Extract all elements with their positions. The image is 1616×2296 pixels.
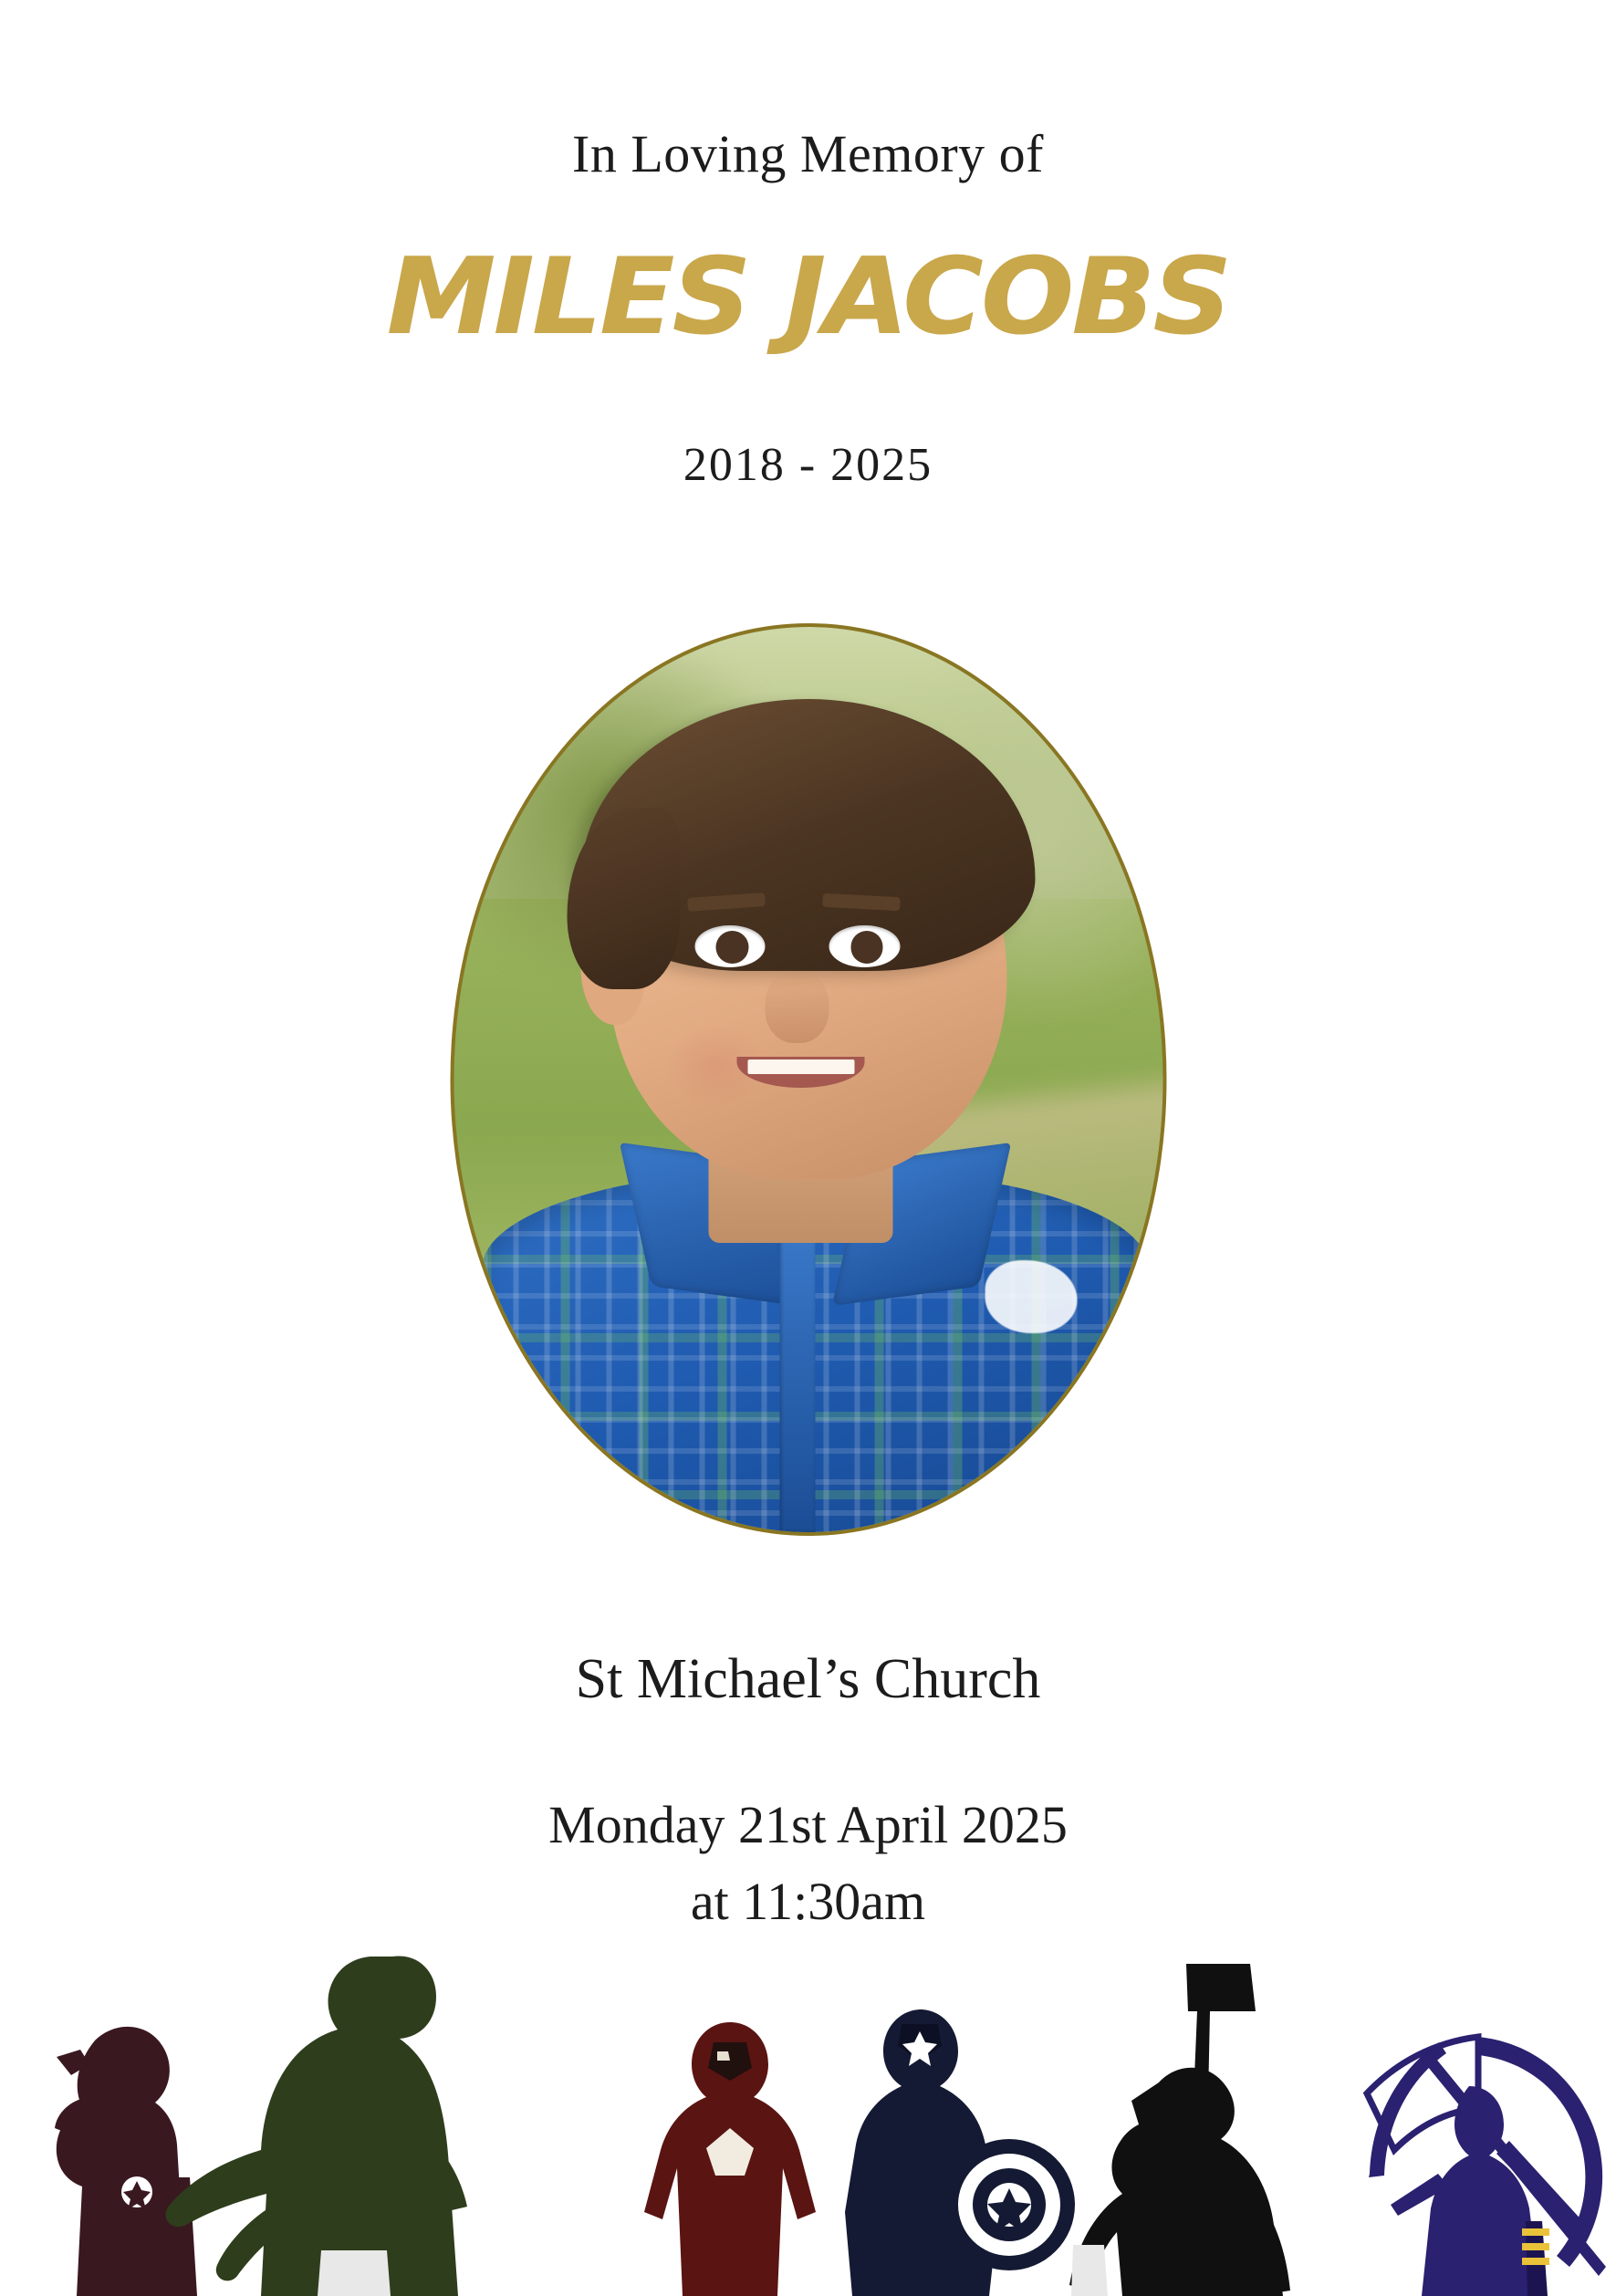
iron-man-silhouette	[644, 2022, 816, 2296]
hulk-silhouette	[165, 1956, 467, 2296]
venue-name: St Michael’s Church	[575, 1648, 1041, 1710]
hair-side	[567, 808, 680, 988]
captain-america-silhouette	[845, 2009, 1075, 2296]
service-time: at 11:30am	[690, 1872, 926, 1931]
pupil-right	[850, 931, 883, 964]
service-date: Monday 21st April 2025	[548, 1795, 1068, 1854]
portrait-photo	[454, 627, 1162, 1532]
pupil-left	[715, 931, 748, 964]
portrait-photo-frame	[450, 623, 1166, 1536]
in-loving-memory-line: In Loving Memory of	[572, 124, 1044, 183]
boy-figure	[454, 627, 1162, 1532]
deceased-name: MILES JACOBS	[386, 235, 1230, 359]
superhero-silhouettes-footer	[0, 1904, 1616, 2296]
hawkeye-silhouette	[1367, 2037, 1606, 2296]
nose	[766, 971, 829, 1043]
thor-silhouette	[1069, 1964, 1290, 2296]
black-widow-silhouette	[55, 2027, 197, 2296]
shirt-placket	[779, 1225, 815, 1532]
life-dates: 2018 - 2025	[683, 439, 933, 491]
teeth	[747, 1059, 854, 1074]
